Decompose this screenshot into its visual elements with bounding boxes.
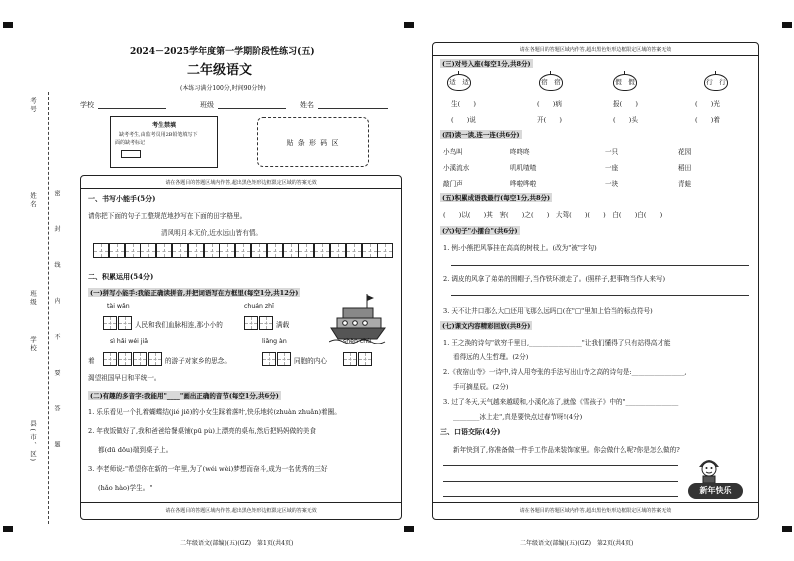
side-label-class: 班级 (29, 290, 37, 307)
side-label-district: 县(市、区) (29, 420, 37, 464)
p3-row2-4: ( )着 (695, 116, 720, 124)
answer-box[interactable] (358, 352, 372, 366)
page1-answer-panel (80, 175, 402, 520)
side-label-name: 姓名 (29, 192, 37, 209)
p7-item3b: ________冰上走",真是要快点过春节呀!(4分) (453, 413, 583, 421)
q2-heading: 二、积累运用(54分) (88, 272, 154, 281)
grid-cell[interactable] (156, 243, 172, 258)
grid-cell[interactable] (93, 243, 109, 258)
grid-cell[interactable] (314, 243, 330, 258)
polyphone-item3a: 3. 李老师说:"希望你在新的一年里,为了(wéi wèi)梦想而奋斗,成为一名优秀的三好 (88, 465, 328, 473)
apple-jia: 假 假 (613, 74, 637, 91)
grid-cell[interactable] (235, 243, 251, 258)
p4-col2-2: 叽叽喳喳 (510, 164, 537, 172)
p4-col3-3: 一块 (605, 180, 619, 188)
p6-item1: 1. 例:小熊把风筝挂在高高的树枝上。(改为"被"字句) (443, 244, 597, 252)
grid-cell[interactable] (346, 243, 362, 258)
p6-item3: 3. 天不让井口那么大□还用飞那么远吗□(在"□"里加上恰当的标点符号) (443, 307, 653, 315)
absent-mark-box[interactable] (121, 150, 141, 158)
p3-row2-1: ( )说 (451, 116, 476, 124)
grid-cell[interactable] (330, 243, 346, 258)
apple-su: 宿 宿 (539, 74, 563, 91)
registration-mark (404, 526, 414, 532)
school-label: 学校 (80, 101, 94, 109)
divider (81, 502, 401, 503)
writing-grid[interactable] (93, 243, 393, 258)
answer-box[interactable] (244, 316, 258, 330)
side-label-exam-no: 考号 (29, 97, 37, 114)
registration-mark (3, 526, 13, 532)
grid-cell[interactable] (125, 243, 141, 258)
q1-heading: 一、书写小能手(5分) (88, 194, 156, 203)
answer-line[interactable] (443, 481, 678, 482)
answer-note-bottom: 请在各题目的答题区域内作答,超出黑色矩形边框限定区域的答案无效 (519, 508, 672, 514)
name-label: 姓名 (300, 101, 314, 109)
seal-line (48, 92, 49, 524)
page2-footer: 二年级语文(部编)(五)(GZ) 第2页(共4页) (520, 540, 634, 547)
side-label-school: 学校 (29, 336, 37, 353)
p4-col3-1: 一只 (605, 148, 619, 156)
grid-cell[interactable] (219, 243, 235, 258)
registration-mark (404, 22, 414, 28)
p7-item2a: 2.《夜宿山寺》一诗中,诗人用夸张的手法写出山寺之高的诗句是:________________, (443, 368, 687, 376)
answer-note-top: 请在各题目的答题区域内作答,超出黑色矩形边框限定区域的答案无效 (519, 47, 672, 53)
p4-col2-1: 咚咚咚 (510, 148, 530, 156)
grid-cell[interactable] (172, 243, 188, 258)
sentence-line2a: 着 (88, 357, 95, 365)
answer-box[interactable] (262, 352, 276, 366)
answer-box[interactable] (277, 352, 291, 366)
sentence-line2c: 同胞的内心 (294, 357, 327, 365)
apple-xing: 行 行 (704, 74, 728, 91)
barcode-area (257, 117, 369, 167)
answer-box[interactable] (118, 316, 132, 330)
polyphone-item2a: 2. 年夜饭做好了,我和爸爸给餐桌铺(pū pù)上漂亮的桌布,然后把妈妈做的美食 (88, 427, 316, 435)
p4-col2-3: 哗啦哗啦 (510, 180, 537, 188)
p3-row1-4: ( )光 (695, 100, 720, 108)
answer-box[interactable] (343, 352, 357, 366)
pinyin-liangan: liǎng àn (262, 338, 287, 345)
grid-cell[interactable] (188, 243, 204, 258)
exam-notice-box (110, 116, 218, 168)
sentence-line2b: 的游子对家乡的思念。 (165, 357, 231, 365)
answer-line[interactable] (451, 265, 749, 266)
pinyin-shenchu: shèn chù (343, 338, 372, 345)
p4-col1-2: 小溪流水 (443, 164, 470, 172)
q1-instruction: 请你把下面的句子工整规范地抄写在下面的田字格里。 (88, 212, 247, 220)
grid-cell[interactable] (377, 243, 393, 258)
q2-part2-heading: (二)有趣的多音字:我能用"____"画出正确的音节(每空1分,共6分) (90, 392, 279, 400)
answer-box[interactable] (103, 352, 117, 366)
grid-cell[interactable] (362, 243, 378, 258)
new-year-badge: 新年快乐 (688, 483, 743, 499)
page2-answer-panel (432, 42, 759, 520)
exam-notice-line1: 缺考考生,由监考员用2B铅笔填写下 (119, 132, 198, 138)
name-field[interactable] (318, 108, 388, 109)
p7-item1b: 看得远的人生哲理。(2分) (453, 353, 529, 361)
q1-sentence: 清风明月本无价,近水远山皆有情。 (161, 229, 263, 237)
answer-note-top: 请在各题目的答题区域内作答,超出黑色矩形边框限定区域的答案无效 (165, 180, 317, 186)
sentence-line1a: 人民和我们血脉相连,那小小的 (135, 321, 223, 329)
p7-item3a: 3. 过了冬天,天气越来越暖和,小溪化冻了,就像《雪孩子》中的"________________ (443, 398, 679, 406)
p4-col3-2: 一座 (605, 164, 619, 172)
p8-heading: 三、口语交际(4分) (440, 427, 501, 436)
p7-heading: (七)课文内容精彩回放(共8分) (442, 322, 531, 330)
exam-notice-line2: 面的缺考标记 (115, 140, 146, 146)
grid-cell[interactable] (140, 243, 156, 258)
grid-cell[interactable] (283, 243, 299, 258)
answer-box[interactable] (133, 352, 147, 366)
barcode-label: 贴 条 形 码 区 (286, 139, 340, 147)
answer-note-bottom: 请在各题目的答题区域内作答,超出黑色矩形边框限定区域的答案无效 (165, 508, 317, 514)
p3-heading: (三)对号入座(每空1分,共8分) (442, 60, 531, 68)
grid-cell[interactable] (204, 243, 220, 258)
sentence-line3: 渴望祖国早日和平统一。 (88, 374, 161, 382)
class-label: 班级 (200, 101, 214, 109)
class-field[interactable] (218, 108, 286, 109)
answer-box[interactable] (148, 352, 162, 366)
answer-box[interactable] (118, 352, 132, 366)
p7-item1a: 1. 王之涣的诗句"欲穷千里目,________________"让我们懂得了只有站得高才能 (443, 339, 671, 347)
subject-title: 二年级语文 (187, 63, 253, 78)
polyphone-item3b: (hǎo hào)学生。" (98, 484, 153, 492)
answer-line[interactable] (443, 496, 678, 497)
p7-item2b: 手可摘星辰。(2分) (453, 383, 509, 391)
polyphone-item1: 1. 乐乐看见一个扎着蝴蝶结(jié jiē)的小女生踩着落叶,快乐地转(zhuàn zhuǎn)着圈。 (88, 408, 341, 416)
p3-row1-2: ( )病 (537, 100, 562, 108)
p4-col4-1: 花园 (678, 148, 692, 156)
registration-mark (782, 22, 792, 28)
p5-idioms: ( )以( )其 害( )之( ) 大驾( )( ) 白( )白( ) (443, 211, 663, 219)
answer-box[interactable] (259, 316, 273, 330)
exam-title: 2024－2025学年度第一学期阶段性练习(五) (130, 47, 315, 57)
answer-box[interactable] (103, 316, 117, 330)
p4-col4-3: 青蛙 (678, 180, 692, 188)
page1-footer: 二年级语文(部编)(五)(GZ) 第1页(共4页) (180, 540, 294, 547)
sentence-line1b: 满载 (276, 321, 290, 329)
pinyin-sihaiweijia: sì hǎi wéi jiā (110, 338, 149, 345)
p5-heading: (五)积累成语我最行(每空1分,共8分) (442, 194, 551, 202)
divider (433, 502, 758, 503)
ship-illustration (329, 292, 387, 344)
grid-cell[interactable] (267, 243, 283, 258)
p3-row2-2: 开( ) (537, 116, 562, 124)
p4-col4-2: 稻田 (678, 164, 692, 172)
p6-item2: 2. 调皮的风拿了弟弟的围帽子,当作铁环滚走了。(照样子,把事物当作人来写) (443, 275, 666, 283)
child-illustration (695, 453, 723, 483)
p3-row1-3: 报( ) (613, 100, 638, 108)
registration-mark (3, 22, 13, 28)
p3-row2-3: ( )头 (613, 116, 638, 124)
grid-cell[interactable] (298, 243, 314, 258)
pinyin-taiwan: tài wǎn (107, 303, 130, 310)
school-field[interactable] (98, 108, 166, 109)
p4-col1-1: 小鸟叫 (443, 148, 463, 156)
divider (81, 188, 401, 189)
p8-prompt: 新年快到了,你准备做一件手工作品来装饰家里。你会做什么呢?你是怎么做的? (453, 446, 680, 454)
score-note: (本练习满分100分,时间90分钟) (180, 85, 266, 92)
seal-line-text: 密 封 线 内 不 要 答 题 (53, 190, 60, 462)
p4-heading: (四)读一读,连一连(共6分) (442, 131, 520, 139)
p3-row1-1: 生( ) (451, 100, 476, 108)
q2-part1-heading: (一)拼写小能手:我能正确读拼音,并把词语写在方框里(每空1分,共12分) (90, 289, 299, 297)
exam-notice-heading: 考生禁填 (151, 122, 176, 129)
p4-col1-3: 敲门声 (443, 180, 463, 188)
grid-cell[interactable] (109, 243, 125, 258)
registration-mark (782, 526, 792, 532)
polyphone-item2b: 都(dū dōu)端到桌子上。 (98, 446, 173, 454)
p6-heading: (六)句子"小擂台"(共6分) (442, 227, 518, 235)
answer-line[interactable] (451, 295, 749, 296)
divider (433, 55, 758, 56)
answer-line[interactable] (443, 465, 678, 466)
apple-shi: 适 适 (447, 74, 471, 91)
grid-cell[interactable] (251, 243, 267, 258)
pinyin-chuanzhi: chuán zhī (244, 303, 274, 310)
